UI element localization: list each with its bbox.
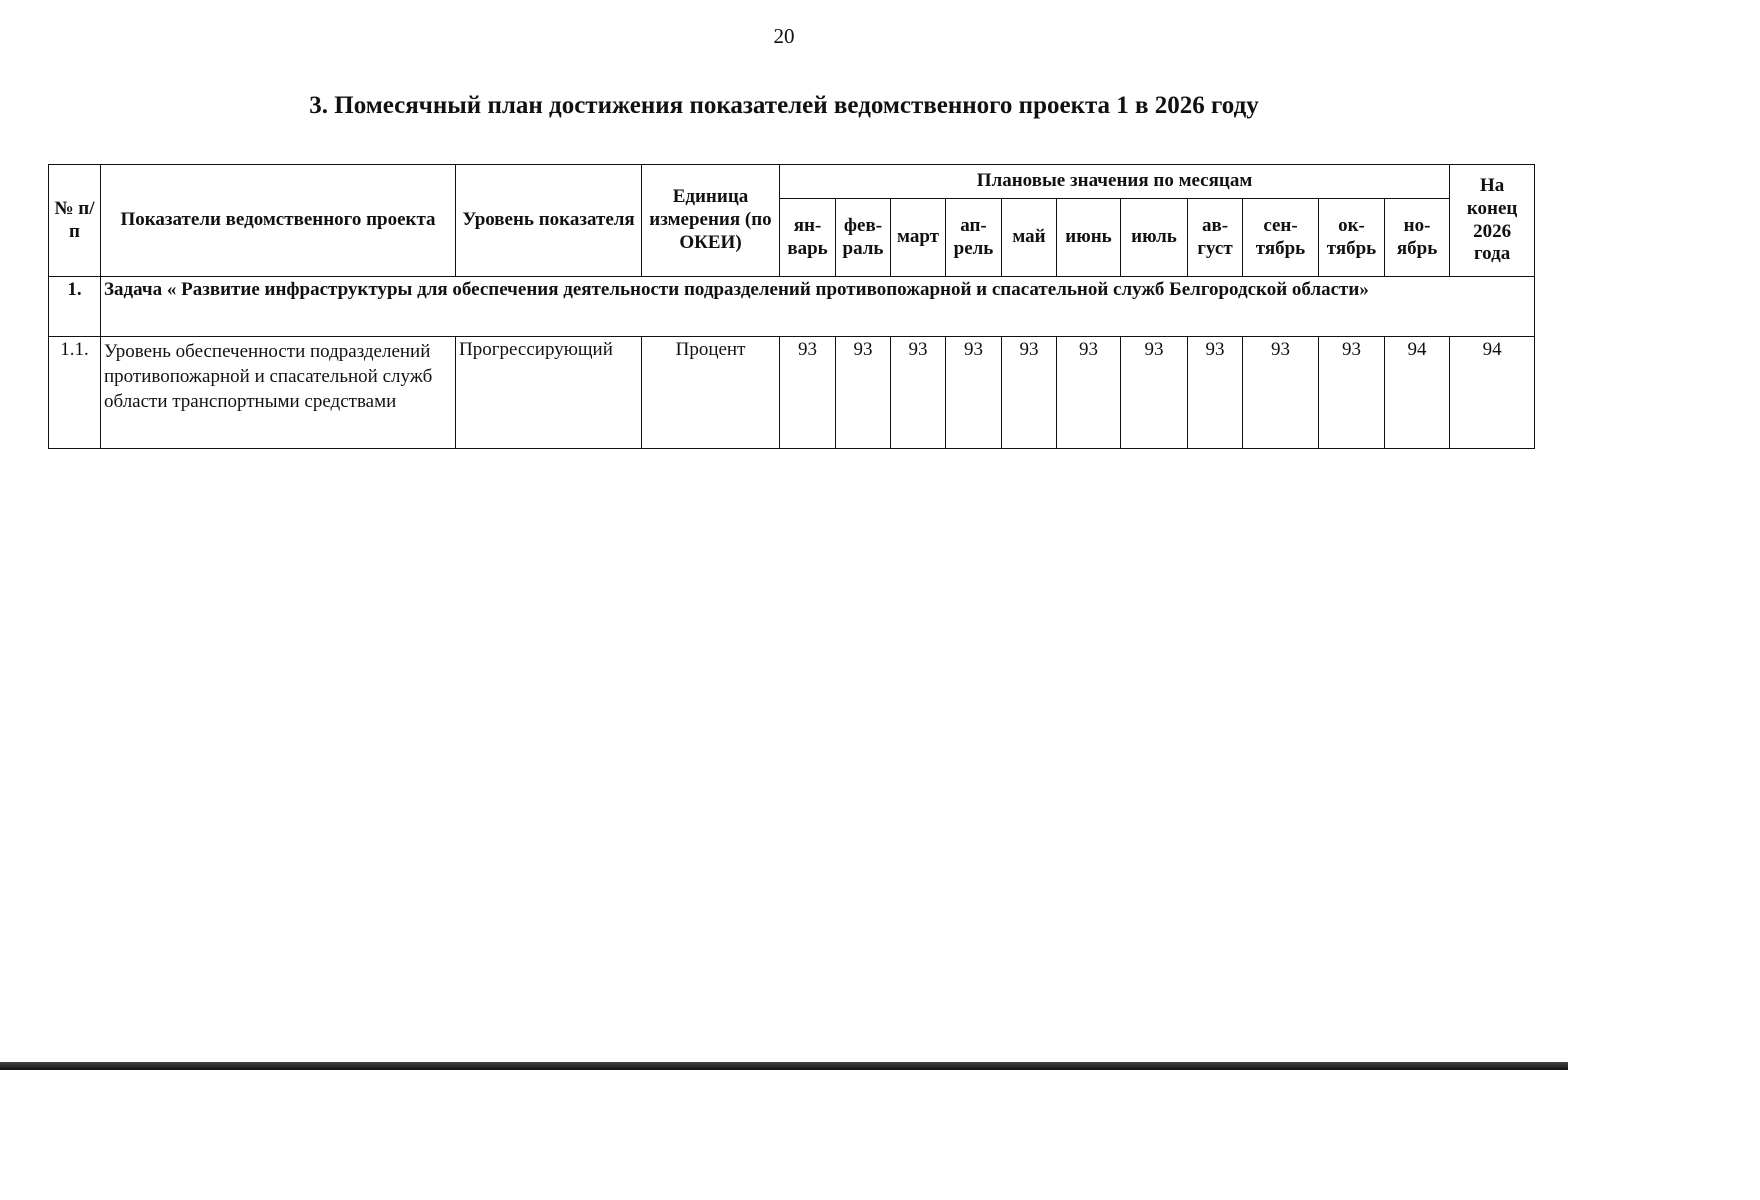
header-month-may: май	[1002, 199, 1057, 277]
indicator-unit: Процент	[642, 337, 780, 449]
table-row	[49, 337, 1535, 449]
value-october: 93	[1319, 337, 1385, 449]
header-month-august: ав-густ	[1188, 199, 1243, 277]
value-july: 93	[1121, 337, 1188, 449]
header-month-june: июнь	[1057, 199, 1121, 277]
indicator-name: Уровень обеспеченности подразделений противопожарной и спасательной служб области транспортными средствами	[101, 337, 456, 449]
task-title: Задача « Развитие инфраструктуры для обеспечения деятельности подразделений противопожарной и спасательной служб Белгородской области»	[101, 277, 1535, 337]
value-september: 93	[1243, 337, 1319, 449]
monthly-plan-table	[48, 164, 1535, 449]
header-month-july: июль	[1121, 199, 1188, 277]
task-number: 1.	[49, 277, 101, 337]
header-month-november: но-ябрь	[1385, 199, 1450, 277]
indicator-level: Прогрессирующий	[456, 337, 642, 449]
task-row	[49, 277, 1535, 337]
header-level: Уровень показателя	[456, 165, 642, 277]
header-end-of-year: На конец 2026 года	[1450, 165, 1535, 277]
value-end-of-year: 94	[1450, 337, 1535, 449]
value-march: 93	[891, 337, 946, 449]
header-indicator: Показатели ведомственного проекта	[101, 165, 456, 277]
header-month-february: фев-раль	[836, 199, 891, 277]
value-january: 93	[780, 337, 836, 449]
value-november: 94	[1385, 337, 1450, 449]
header-month-september: сен-тябрь	[1243, 199, 1319, 277]
header-month-march: март	[891, 199, 946, 277]
header-month-january: ян-варь	[780, 199, 836, 277]
value-february: 93	[836, 337, 891, 449]
header-number: № п/п	[49, 165, 101, 277]
page-number: 20	[773, 24, 795, 48]
header-month-april: ап-рель	[946, 199, 1002, 277]
value-august: 93	[1188, 337, 1243, 449]
header-month-october: ок-тябрь	[1319, 199, 1385, 277]
header-unit: Единица измерения (по ОКЕИ)	[642, 165, 780, 277]
value-april: 93	[946, 337, 1002, 449]
value-june: 93	[1057, 337, 1121, 449]
row-number: 1.1.	[49, 337, 101, 449]
document-title: 3. Помесячный план достижения показателей ведомственного проекта 1 в 2026 году	[309, 92, 1259, 119]
header-monthly-plan: Плановые значения по месяцам	[780, 165, 1450, 199]
value-may: 93	[1002, 337, 1057, 449]
scan-edge-bar	[0, 1062, 1568, 1070]
